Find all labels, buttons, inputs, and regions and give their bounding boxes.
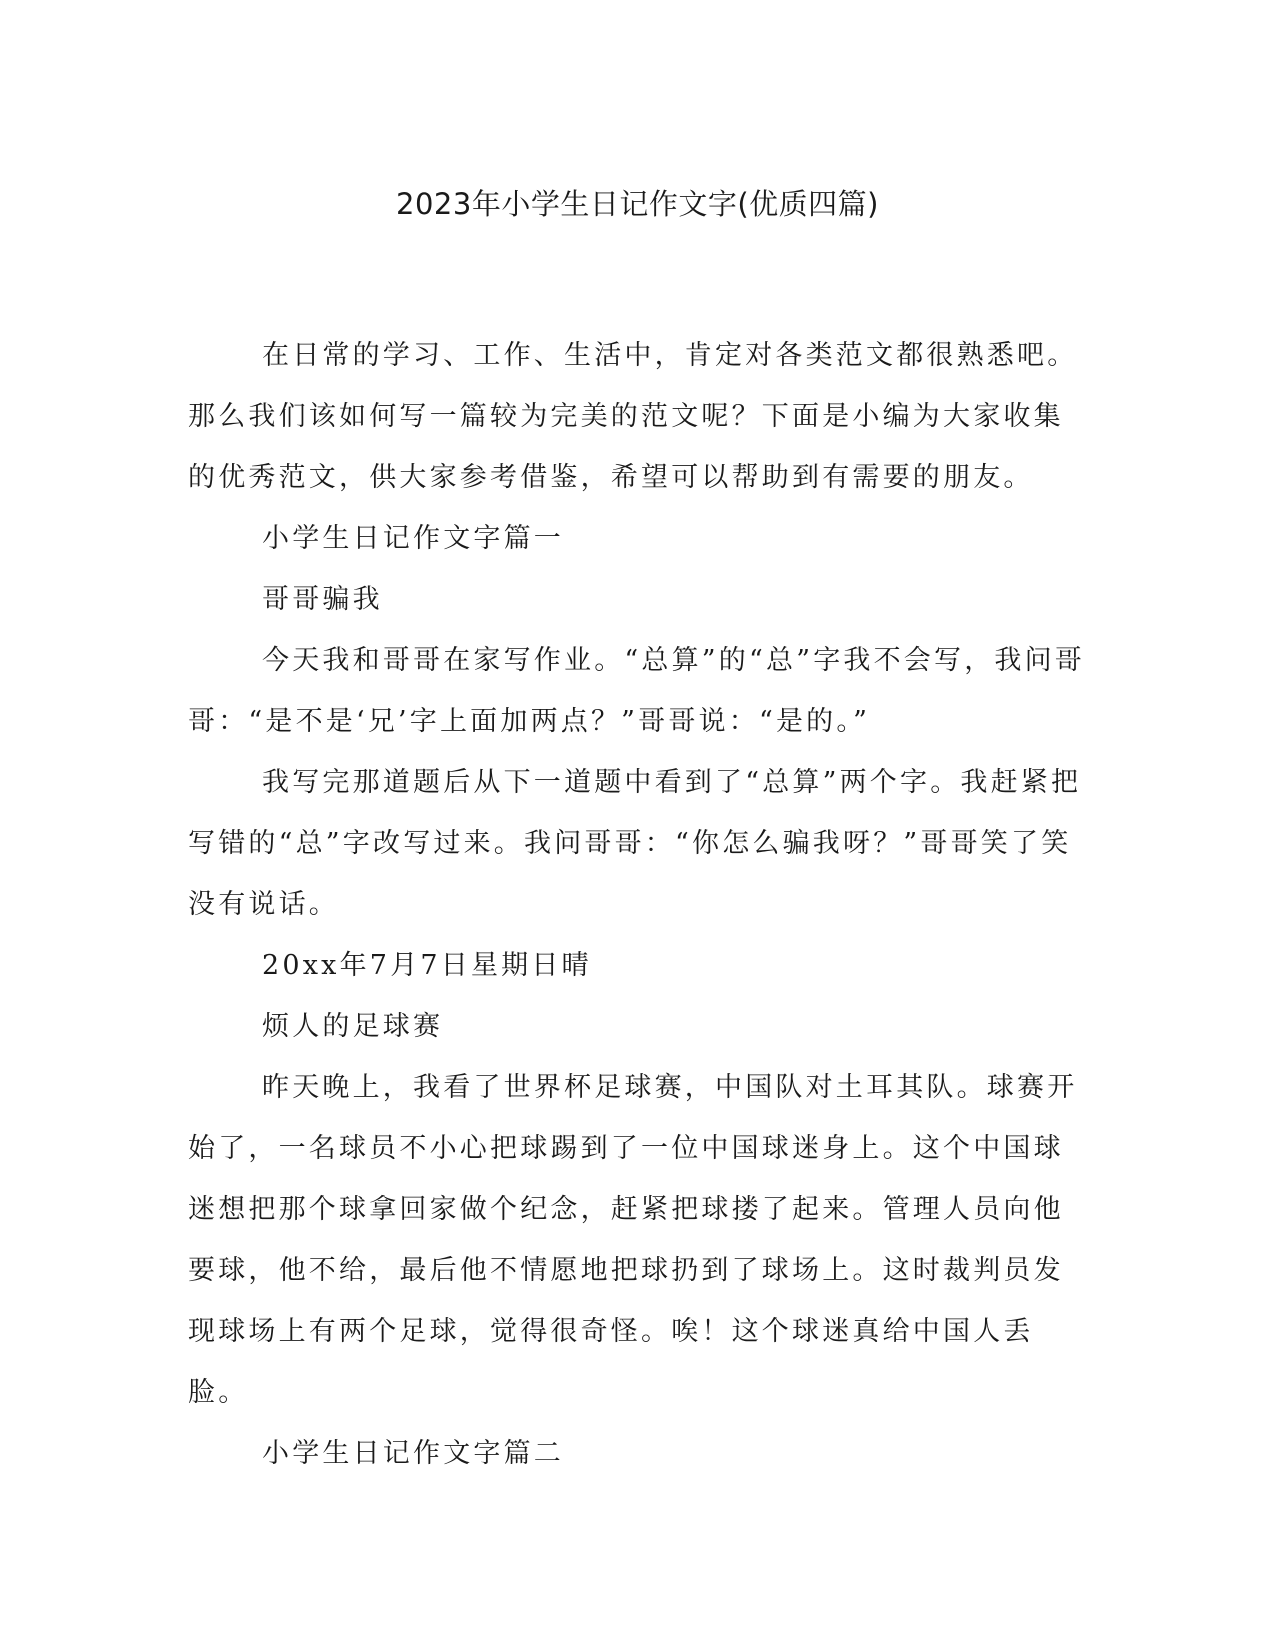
document-body (188, 325, 1088, 1484)
diary-title-2: 烦人的足球赛 (262, 1011, 444, 1042)
section-heading-2: 小学生日记作文字篇二 (262, 1438, 564, 1469)
diary-date: 20xx年7月7日星期日晴 (262, 950, 592, 981)
intro-paragraph: 在日常的学习、工作、生活中，肯定对各类范文都很熟悉吧。那么我们该如何写一篇较为完美的范文呢？下面是小编为大家收集的优秀范文，供大家参考借鉴，希望可以帮助到有需要的朋友。 (188, 340, 1078, 493)
body-paragraph: 今天我和哥哥在家写作业。“总算”的“总”字我不会写，我问哥哥：“是不是‘兄’字上面加两点？”哥哥说：“是的。” (188, 645, 1086, 737)
body-paragraph: 昨天晚上，我看了世界杯足球赛，中国队对土耳其队。球赛开始了，一名球员不小心把球踢到了一位中国球迷身上。这个中国球迷想把那个球拿回家做个纪念，赶紧把球搂了起来。管理人员向他要球，他不给，最后他不情愿地把球扔到了球场上。这时裁判员发现球场上有两个足球，觉得很奇怪。唉！这个球迷真给中国人丢脸。 (188, 1072, 1078, 1408)
body-paragraph: 我写完那道题后从下一道题中看到了“总算”两个字。我赶紧把写错的“总”字改写过来。我问哥哥：“你怎么骗我呀？”哥哥笑了笑没有说话。 (188, 767, 1082, 920)
document-title: 2023年小学生日记作文字(优质四篇) (396, 187, 879, 221)
diary-title-1: 哥哥骗我 (262, 584, 383, 615)
section-heading-1: 小学生日记作文字篇一 (262, 523, 564, 554)
